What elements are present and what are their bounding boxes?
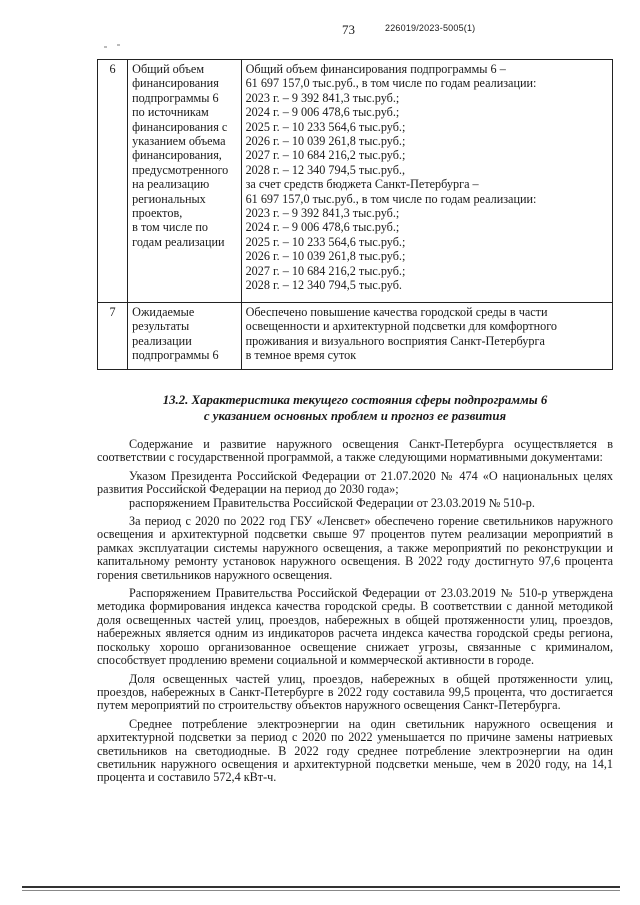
- label-line: указанием объема: [132, 134, 226, 149]
- body-text: [97, 438, 613, 785]
- value-line: Обеспечено повышение качества городской среды в части: [245, 305, 548, 319]
- value-line: 2023 г. – 9 392 841,3 тыс.руб.;: [245, 206, 400, 221]
- value-line: 61 697 157,0 тыс.руб., в том числе по годам реализации:: [245, 76, 537, 91]
- value-line: 2027 г. – 10 684 216,2 тыс.руб.;: [245, 263, 406, 278]
- label-line: финансирования: [132, 76, 219, 91]
- row-number: 7: [98, 303, 128, 370]
- scan-speck: [117, 44, 120, 46]
- label-line: предусмотренного: [132, 162, 229, 177]
- value-line: 2027 г. – 10 684 216,2 тыс.руб.;: [245, 148, 406, 163]
- label-line: подпрограммы 6: [132, 348, 219, 363]
- section-heading-line: с указанием основных проблем и прогноз ее развития: [203, 409, 507, 423]
- paragraph: Содержание и развитие наружного освещения Санкт-Петербурга осуществляется в соответствии с государственной программой, а также следующими нормативными документами:: [97, 437, 613, 465]
- paragraph: распоряжением Правительства Российской Федерации от 23.03.2019 № 510-р.: [129, 495, 535, 510]
- value-line: проживания и визуального восприятия Санкт-Петербурга: [245, 333, 545, 348]
- scan-edge-line: [22, 890, 620, 891]
- value-line: 2026 г. – 10 039 261,8 тыс.руб.;: [245, 249, 406, 264]
- section-heading-line: 13.2. Характеристика текущего состояния сферы подпрограммы 6: [162, 393, 548, 407]
- label-line: подпрограммы 6: [132, 90, 219, 105]
- page-header: [0, 20, 640, 40]
- paragraph: Указом Президента Российской Федерации от 21.07.2020 № 474 «О национальных целях развития Российской Федерации на период до 2030 года»;: [97, 468, 613, 497]
- label-line: проектов,: [132, 206, 183, 221]
- label-line: финансирования,: [132, 148, 222, 163]
- page-number: 73: [342, 22, 355, 37]
- paragraph: За период с 2020 по 2022 год ГБУ «Ленсвет» обеспечено горение светильников наружного освещения и архитектурной подсветки свыше 97 процентов путем реализации мероприятий в рамках эксплуатации системы наружного освещения, а также мероприятий по реконструкции и капитальному ремонту установок наружного освещения. В 2022 году достигнуто 97,6 процента горения светильников наружного освещения.: [97, 514, 613, 582]
- label-line: региональных: [132, 191, 206, 206]
- label-line: годам реализации: [132, 234, 225, 249]
- section-heading: [97, 392, 613, 424]
- table-row: [98, 303, 613, 370]
- value-line: 2028 г. – 12 340 794,5 тыс.руб.,: [245, 162, 406, 177]
- row-value: [241, 60, 612, 303]
- row-number: 6: [98, 60, 128, 303]
- value-line: 2024 г. – 9 006 478,6 тыс.руб.;: [245, 105, 400, 120]
- label-line: на реализацию: [132, 177, 210, 192]
- value-line: в темное время суток: [245, 348, 357, 363]
- value-line: 2025 г. – 10 233 564,6 тыс.руб.;: [245, 234, 406, 249]
- value-line: за счет средств бюджета Санкт-Петербурга –: [245, 177, 479, 192]
- label-line: в том числе по: [132, 220, 208, 235]
- value-line: освещенности и архитектурной подсветки для комфортного: [245, 319, 557, 334]
- value-line: 2025 г. – 10 233 564,6 тыс.руб.;: [245, 119, 406, 134]
- value-line: Общий объем финансирования подпрограммы 6 –: [245, 62, 506, 76]
- row-label: [128, 303, 241, 370]
- value-line: 2023 г. – 9 392 841,3 тыс.руб.;: [245, 90, 400, 105]
- paragraph: Распоряжением Правительства Российской Федерации от 23.03.2019 № 510-р утверждена методика формирования индекса качества городской среды. В соответствии с данной методикой доля освещенных частей улиц, проездов, набережных в общей протяженности улиц, проездов, набережных является одним из индикаторов расчета индекса качества городской среды региона, поскольку хорошо организованное освещение снижает угрозы, связанные с криминалом, способствует продлению времени социальной и коммерческой активности в городе.: [97, 586, 613, 668]
- table-row: [98, 60, 613, 303]
- row-value: [241, 303, 612, 370]
- label-line: реализации: [132, 333, 192, 348]
- value-line: 61 697 157,0 тыс.руб., в том числе по годам реализации:: [245, 191, 537, 206]
- label-line: Ожидаемые: [132, 305, 195, 319]
- scan-edge-line: [22, 886, 620, 888]
- label-line: по источникам: [132, 105, 209, 120]
- document-code: 226019/2023-5005(1): [385, 23, 476, 33]
- value-line: 2026 г. – 10 039 261,8 тыс.руб.;: [245, 134, 406, 149]
- row-label: [128, 60, 241, 303]
- subprogram-passport-table: [97, 59, 613, 370]
- label-line: результаты: [132, 319, 190, 334]
- paragraph: Среднее потребление электроэнергии на один светильник наружного освещения и архитектурной подсветки за период с 2020 по 2022 уменьшается по причине замены натриевых светильников на светодиодные. В 2022 году среднее потребление электроэнергии на один светильник наружного освещения и архитектурной подсветки меньше, чем в 2020 году, на 14,1 процента и составило 572,4 кВт-ч.: [97, 716, 613, 785]
- label-line: финансирования с: [132, 119, 228, 134]
- paragraph: Доля освещенных частей улиц, проездов, набережных в общей протяженности улиц, проездов, набережных в Санкт-Петербурге в 2022 году составила 99,5 процента, что достигается путем мероприятий по строительству объектов наружного освещения Санкт-Петербурга.: [97, 671, 613, 713]
- scan-speck: [104, 46, 107, 48]
- value-line: 2028 г. – 12 340 794,5 тыс.руб.: [245, 278, 402, 293]
- label-line: Общий объем: [132, 62, 205, 76]
- value-line: 2024 г. – 9 006 478,6 тыс.руб.;: [245, 220, 400, 235]
